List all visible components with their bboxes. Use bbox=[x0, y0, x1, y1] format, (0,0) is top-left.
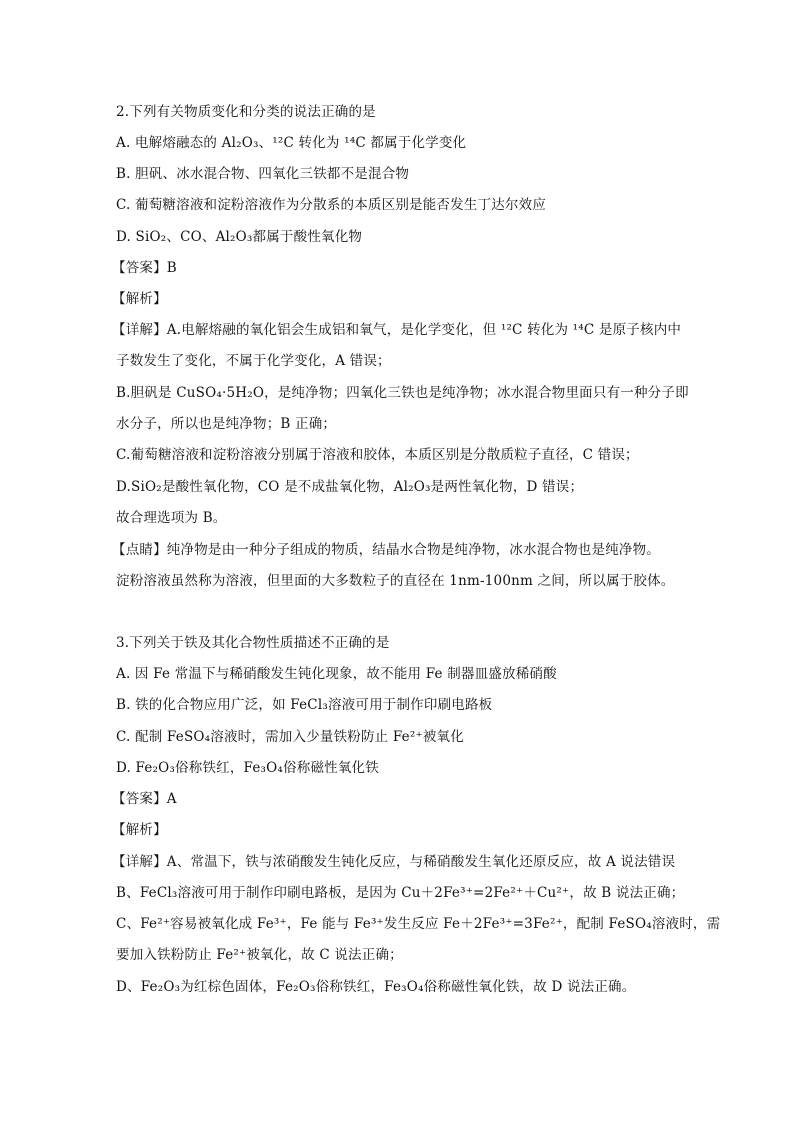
q3-detail-line-1: 【详解】A、常温下，铁与浓硝酸发生钝化反应，与稀硝酸发生氧化还原反应，故 A 说法错误 bbox=[112, 854, 676, 870]
q3-detail-line-5: D、Fe₂O₃为红棕色固体，Fe₂O₃俗称铁红，Fe₃O₄俗称磁性氧化铁，故 D 说法正确。 bbox=[116, 979, 636, 995]
q2-detail-line-1: 【详解】A.电解熔融的氧化铝会生成铝和氧气，是化学变化，但 ¹²C 转化为 ¹⁴C 是原子核内中 bbox=[112, 322, 682, 338]
q3-detail-line-4: 要加入铁粉防止 Fe²⁺被氧化，故 C 说法正确； bbox=[116, 947, 403, 963]
q2-analysis-heading: 【解析】 bbox=[112, 291, 167, 307]
q3-option-c: C. 配制 FeSO₄溶液时，需加入少量铁粉防止 Fe²⁺被氧化 bbox=[116, 729, 464, 745]
q2-option-b: B. 胆矾、冰水混合物、四氧化三铁都不是混合物 bbox=[116, 166, 410, 182]
q2-detail-line-6: D.SiO₂是酸性氧化物，CO 是不成盐氧化物，Al₂O₃是两性氧化物，D 错误； bbox=[116, 479, 584, 495]
q3-detail-line-3: C、Fe²⁺容易被氧化成 Fe³⁺，Fe 能与 Fe³⁺发生反应 Fe＋2Fe³⁺=3Fe²⁺，配制 FeSO₄溶液时，需 bbox=[116, 916, 721, 932]
q2-tip-line-2: 淀粉溶液虽然称为溶液，但里面的大多数粒子的直径在 1nm-100nm 之间，所以属于胶体。 bbox=[116, 573, 675, 589]
q3-answer: 【答案】A bbox=[112, 791, 177, 807]
q3-option-a: A. 因 Fe 常温下与稀硝酸发生钝化现象，故不能用 Fe 制器皿盛放稀硝酸 bbox=[116, 666, 557, 682]
q2-tip-line-1: 【点睛】纯净物是由一种分子组成的物质，结晶水合物是纯净物，冰水混合物也是纯净物。 bbox=[112, 542, 660, 558]
q3-stem: 3.下列关于铁及其化合物性质描述不正确的是 bbox=[116, 635, 390, 651]
q3-option-b: B. 铁的化合物应用广泛，如 FeCl₃溶液可用于制作印刷电路板 bbox=[116, 697, 493, 713]
q3-detail-line-2: B、FeCl₃溶液可用于制作印刷电路板，是因为 Cu＋2Fe³⁺=2Fe²⁺＋Cu²⁺，故 B 说法正确； bbox=[116, 885, 685, 901]
q2-detail-line-3: B.胆矾是 CuSO₄·5H₂O，是纯净物；四氧化三铁也是纯净物；冰水混合物里面只有一种分子即 bbox=[116, 385, 689, 401]
q2-option-a: A. 电解熔融态的 Al₂O₃、¹²C 转化为 ¹⁴C 都属于化学变化 bbox=[116, 135, 467, 151]
q2-stem: 2.下列有关物质变化和分类的说法正确的是 bbox=[116, 104, 376, 120]
q2-detail-line-7: 故合理选项为 B。 bbox=[116, 510, 227, 526]
q2-detail-line-2: 子数发生了变化，不属于化学变化，A 错误； bbox=[116, 353, 391, 369]
q3-option-d: D. Fe₂O₃俗称铁红，Fe₃O₄俗称磁性氧化铁 bbox=[116, 760, 379, 776]
q2-answer: 【答案】B bbox=[112, 260, 177, 276]
q2-option-d: D. SiO₂、CO、Al₂O₃都属于酸性氧化物 bbox=[116, 229, 363, 245]
q2-detail-line-5: C.葡萄糖溶液和淀粉溶液分别属于溶液和胶体，本质区别是分散质粒子直径，C 错误； bbox=[116, 447, 639, 463]
q3-analysis-heading: 【解析】 bbox=[112, 822, 167, 838]
q2-option-c: C. 葡萄糖溶液和淀粉溶液作为分散系的本质区别是能否发生丁达尔效应 bbox=[116, 197, 547, 213]
q2-detail-line-4: 水分子，所以也是纯净物；B 正确； bbox=[116, 416, 337, 432]
